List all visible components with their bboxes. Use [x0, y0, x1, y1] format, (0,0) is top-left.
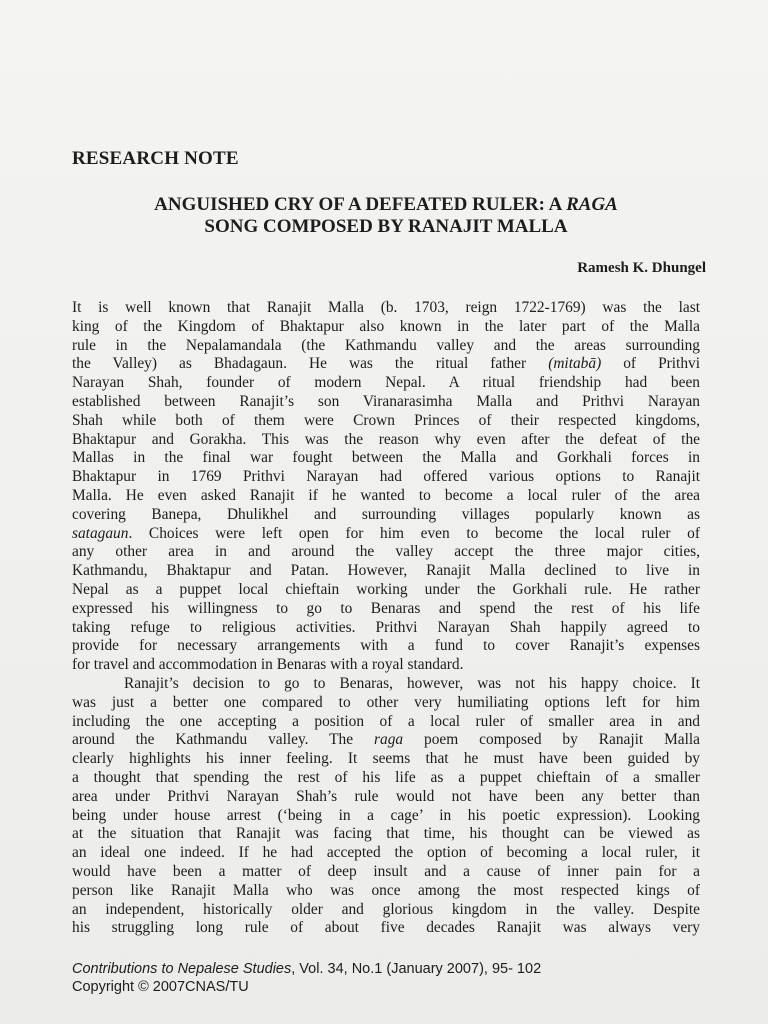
italic-term-raga: raga: [374, 731, 404, 749]
body-line: any other area in and around the valley accept the three major cities,: [72, 543, 700, 561]
body-line: Bhaktapur and Gorakha. This was the reason why even after the defeat of the: [72, 430, 700, 448]
section-label: RESEARCH NOTE: [72, 148, 239, 169]
article-title: [72, 194, 700, 238]
body-line: Kathmandu, Bhaktapur and Patan. However, Ranajit Malla declined to live in: [72, 562, 700, 580]
body-line: Mallas in the final war fought between the Malla and Gorkhali forces in: [72, 449, 700, 467]
title-line-1-text: ANGUISHED CRY OF A DEFEATED RULER: A: [154, 194, 567, 215]
body-line: an independent, historically older and glorious kingdom in the valley. Despite: [72, 900, 700, 918]
body-line-text: . Choices were left open for him even to become the local ruler of: [128, 524, 700, 542]
body-line: an ideal one indeed. If he had accepted the option of becoming a local ruler, it: [72, 844, 700, 862]
journal-name: Contributions to Nepalese Studies: [72, 961, 292, 977]
body-line-text: of Prithvi: [623, 355, 700, 373]
copyright-line: Copyright © 2007CNAS/TU: [72, 979, 249, 995]
body-line: Malla. He even asked Ranajit if he wanted to become a local ruler of the area: [72, 486, 700, 504]
citation-line: [72, 960, 541, 978]
body-line: Narayan Shah, founder of modern Nepal. A ritual friendship had been: [72, 374, 700, 392]
body-line: taking refuge to religious activities. Prithvi Narayan Shah happily agreed to: [72, 618, 700, 636]
title-line-1: [72, 194, 700, 216]
body-line: person like Ranajit Malla who was once among the most respected kings of: [72, 881, 700, 899]
title-line-1-italic: RAGA: [566, 194, 618, 215]
body-line: Nepal as a puppet local chieftain working under the Gorkhali rule. He rather: [72, 580, 700, 598]
body-line-text: poem composed by Ranajit Malla: [424, 731, 700, 749]
body-text: [72, 299, 700, 938]
body-line: clearly highlights his inner feeling. It seems that he must have been guided by: [72, 750, 700, 768]
body-line: [72, 525, 700, 544]
body-line: would have been a matter of deep insult and a cause of inner pain for a: [72, 862, 700, 880]
body-line: provide for necessary arrangements with a fund to cover Ranajit’s expenses: [72, 637, 700, 655]
author-name: Ramesh K. Dhungel: [577, 260, 706, 276]
title-line-2: SONG COMPOSED BY RANAJIT MALLA: [204, 216, 568, 237]
body-line: his struggling long rule of about five decades Ranajit was always very: [72, 919, 700, 937]
body-line: Ranajit’s decision to go to Benaras, however, was not his happy choice. It: [124, 674, 700, 692]
body-line: established between Ranajit’s son Viranarasimha Malla and Prithvi Narayan: [72, 392, 700, 410]
citation-details: , Vol. 34, No.1 (January 2007), 95- 102: [291, 961, 542, 977]
body-line: It is well known that Ranajit Malla (b. 1703, reign 1722-1769) was the last: [72, 299, 700, 316]
body-line-text: around the Kathmandu valley. The: [72, 731, 354, 749]
body-line: Shah while both of them were Crown Princes of their respected kingdoms,: [72, 411, 700, 429]
body-line: area under Prithvi Narayan Shah’s rule would not have been any better than: [72, 787, 700, 805]
body-line: king of the Kingdom of Bhaktapur also known in the later part of the Malla: [72, 317, 700, 335]
body-line: at the situation that Ranajit was facing that time, his thought can be viewed as: [72, 825, 700, 843]
italic-term-mitaba: (mitabā): [548, 355, 602, 373]
body-line-text: the Valley) as Bhadagaun. He was the ritual father: [72, 355, 527, 373]
body-line: expressed his willingness to go to Benaras and spend the rest of his life: [72, 599, 700, 617]
body-line: Bhaktapur in 1769 Prithvi Narayan had offered various options to Ranajit: [72, 468, 700, 486]
body-line: being under house arrest (‘being in a cage’ in his poetic expression). Looking: [72, 806, 700, 824]
page-footer: [72, 960, 541, 996]
body-line: covering Banepa, Dhulikhel and surrounding villages popularly known as: [72, 505, 700, 523]
body-line: was just a better one compared to other very humiliating options left for him: [72, 693, 700, 711]
body-line: for travel and accommodation in Benaras with a royal standard.: [72, 656, 464, 674]
italic-term-satagaun: satagaun: [72, 524, 129, 542]
body-line: including the one accepting a position of a local ruler of smaller area in and: [72, 712, 700, 730]
body-line: [72, 731, 700, 750]
body-line: [72, 355, 700, 374]
body-line: rule in the Nepalamandala (the Kathmandu valley and the areas surrounding: [72, 336, 700, 354]
body-line: a thought that spending the rest of his life as a puppet chieftain of a smaller: [72, 768, 700, 786]
